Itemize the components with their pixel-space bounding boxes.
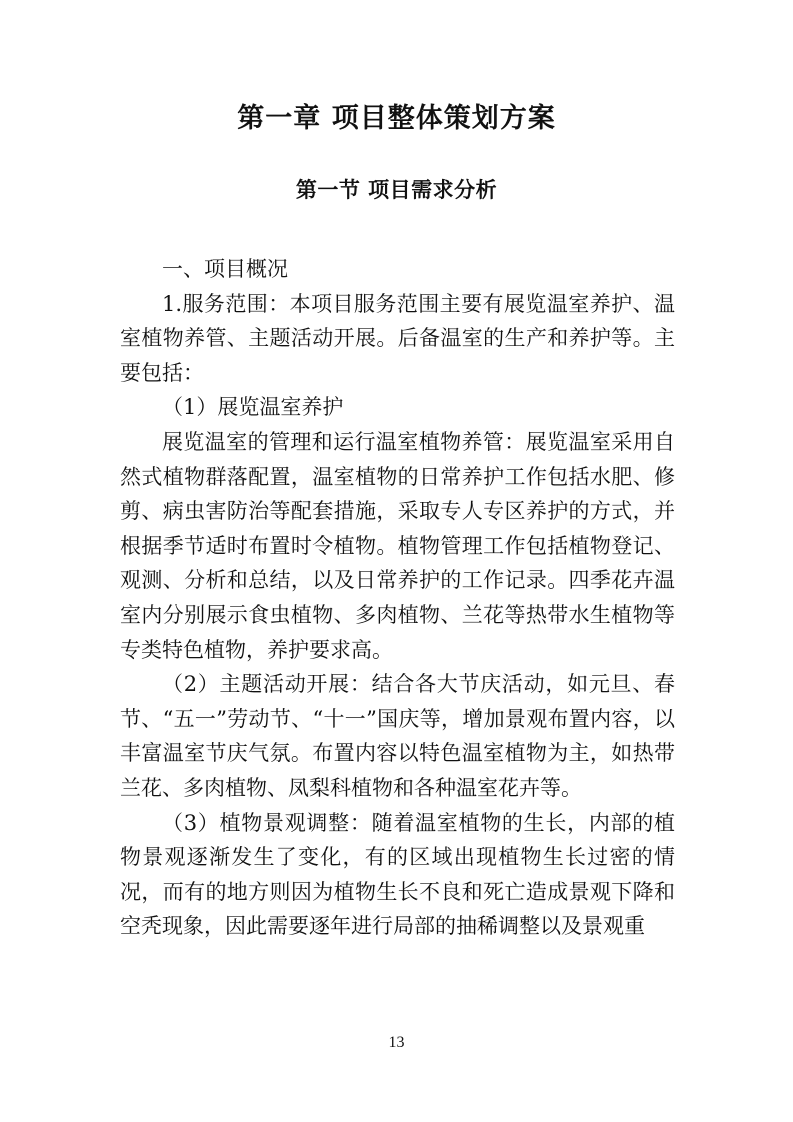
body-text <box>120 252 675 944</box>
paragraph-exhibition-heading: （1）展览温室养护 <box>162 395 344 420</box>
paragraph-overview-heading: 一、项目概况 <box>162 257 288 281</box>
paragraph-service-scope: 1.服务范围：本项目服务范围主要有展览温室养护、温室植物养管、主题活动开展。后备温室的生产和养护等。主要包括： <box>120 291 675 385</box>
paragraph-theme-activities: （2）主题活动开展：结合各大节庆活动，如元旦、春节、“五一”劳动节、“十一”国庆等，增加景观布置内容，以丰富温室节庆气氛。布置内容以特色温室植物为主，如热带兰花、多肉植物、凤梨科植物和各种温室花卉等。 <box>120 672 675 800</box>
section-title: 第一节 项目需求分析 <box>295 178 498 202</box>
page-number: 13 <box>388 1034 405 1051</box>
chapter-title: 第一章 项目整体策划方案 <box>237 103 556 134</box>
paragraph-exhibition-detail: 展览温室的管理和运行温室植物养管：展览温室采用自然式植物群落配置，温室植物的日常养护工作包括水肥、修剪、病虫害防治等配套措施，采取专人专区养护的方式，并根据季节适时布置时令植物。植物管理工作包括植物登记、观测、分析和总结，以及日常养护的工作记录。四季花卉温室内分别展示食虫植物、多肉植物、兰花等热带水生植物等专类特色植物，养护要求高。 <box>120 429 675 662</box>
paragraph-landscape-adjustment: （3）植物景观调整：随着温室植物的生长，内部的植物景观逐渐发生了变化，有的区域出现植物生长过密的情况，而有的地方则因为植物生长不良和死亡造成景观下降和空秃现象，因此需要逐年进行局部的抽稀调整以及景观重 <box>120 810 675 939</box>
